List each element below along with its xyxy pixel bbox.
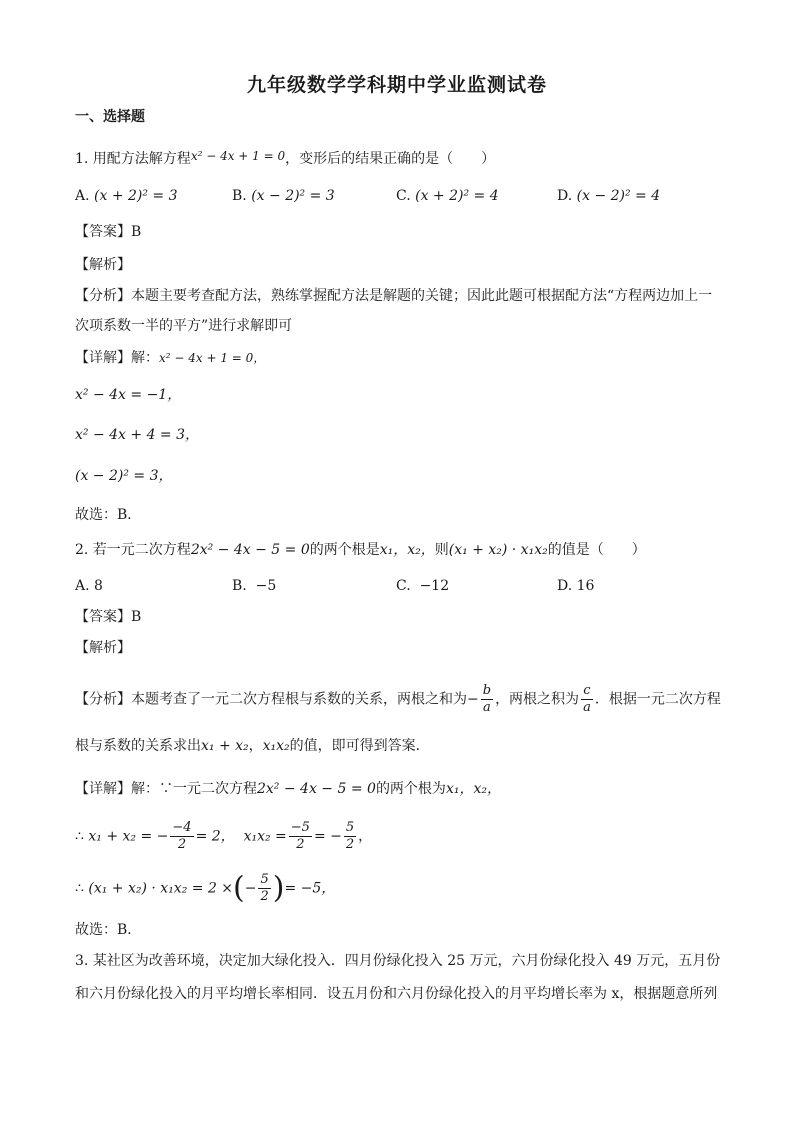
q2-detail-because: ∵一元二次方程	[159, 781, 257, 797]
fraction-denominator: a	[583, 700, 591, 715]
step-math: ，	[358, 828, 373, 845]
q1-option-c	[396, 186, 499, 206]
step-math: = −	[313, 828, 342, 845]
analysis-text: ，	[248, 738, 263, 754]
analysis-text: ，两根之积为	[495, 691, 580, 708]
q2-stem-prefix: 2. 若一元二次方程	[75, 542, 191, 558]
therefore-symbol: ∴	[75, 880, 84, 897]
q1-stem-suffix: ，变形后的结果正确的是（ ）	[285, 151, 496, 167]
analysis-text: 【分析】本题考查了一元二次方程根与系数的关系，两根之和为	[75, 691, 467, 708]
fraction-numerator: c	[581, 683, 593, 700]
analysis-text: ．根据一元二次方程	[594, 691, 721, 708]
fraction-numerator: −5	[290, 820, 310, 835]
q2-choose: 故选：B．	[75, 922, 142, 938]
fraction-5-over-2	[258, 872, 270, 905]
q2-analysis-line1: 【分析】本题考查了一元二次方程根与系数的关系，两根之和为− $\frac{b}{a}$ ，两根之积为 $\frac{c}{a}$ ．根据一元二次方程	[75, 683, 721, 715]
question-3-line1: 3. 某社区为改善环境，决定加大绿化投入．四月份绿化投入 25 万元，六月份绿化投入 49 万元，五月份	[75, 953, 721, 969]
fraction-denominator: 2	[345, 837, 355, 852]
q2-step-1	[75, 820, 372, 853]
q1-detail-equation: x² − 4x + 1 = 0，	[159, 351, 266, 365]
therefore-symbol: ∴	[75, 828, 84, 845]
option-label: D.	[557, 188, 573, 204]
q1-stem-equation: x² − 4x + 1 = 0	[190, 149, 286, 163]
q1-detail-label: 【详解】解：	[75, 350, 159, 366]
step-math: = 2，	[195, 828, 235, 845]
analysis-text: 的值，即可得到答案．	[289, 738, 430, 754]
option-math: (x − 2)² = 4	[576, 188, 661, 204]
right-paren: )	[272, 870, 285, 906]
fraction-denominator: 2	[177, 837, 187, 852]
question-1-stem	[75, 146, 495, 169]
q2-analysis-line2	[75, 736, 430, 756]
fraction-denominator: a	[483, 700, 491, 715]
step-math: (x₁ + x₂) · x₁x₂ = 2 ×	[88, 880, 234, 897]
q1-answer: 【答案】B	[75, 224, 142, 240]
q1-option-a	[75, 186, 178, 206]
analysis-text: 根与系数的关系求出	[75, 738, 201, 754]
q1-stem-prefix: 1. 用配方法解方程	[75, 151, 191, 167]
q1-analysis-line2: 次项系数一半的平方”进行求解即可	[75, 318, 293, 334]
fraction-5-over-2	[344, 820, 356, 853]
q2-step-2: ∴ (x₁ + x₂) · x₁x₂ = 2 ×(− $\frac{5}{2}$ )= −5，	[75, 870, 336, 906]
q1-choose: 故选：B．	[75, 507, 142, 523]
fraction-numerator: 5	[260, 872, 269, 887]
q2-stem-expr: (x₁ + x₂) · x₁x₂	[448, 542, 548, 558]
q2-stem-then: 则	[434, 542, 449, 558]
q2-detail	[75, 779, 501, 799]
fraction-denominator: 2	[260, 889, 269, 904]
option-label: B.	[232, 578, 247, 594]
q2-option-b	[232, 576, 276, 596]
analysis-math: x₁ + x₂	[201, 738, 249, 754]
fraction-numerator: 5	[345, 820, 355, 835]
q2-option-d	[557, 576, 594, 596]
option-math: −12	[419, 578, 450, 594]
fraction-numerator: −4	[172, 820, 192, 835]
left-paren: (	[233, 870, 245, 906]
analysis-math: x₁x₂	[262, 738, 290, 754]
q2-stem-roots: x₁，x₂，	[379, 542, 435, 558]
q2-jiexi: 【解析】	[75, 640, 131, 656]
option-math: −5	[255, 578, 277, 594]
q1-analysis-line1: 【分析】本题主要考查配方法，熟练掌握配方法是解题的关键；因此此题可根据配方法“方程两边加上一	[75, 288, 713, 304]
q2-option-a	[75, 576, 103, 596]
fraction-neg4-over-2	[170, 820, 193, 853]
option-label: C.	[396, 578, 411, 594]
q2-answer: 【答案】B	[75, 609, 142, 625]
option-math: (x + 2)² = 3	[94, 188, 178, 204]
option-math: (x − 2)² = 3	[251, 188, 335, 204]
option-label: B.	[232, 188, 247, 204]
q2-detail-equation: 2x² − 4x − 5 = 0	[257, 781, 376, 797]
fraction-numerator: b	[482, 683, 492, 698]
option-label: A. 8	[75, 578, 103, 594]
q1-option-d	[557, 186, 660, 206]
q1-step-2: x² − 4x + 4 = 3，	[75, 427, 200, 443]
section-heading: 一、选择题	[75, 109, 145, 125]
option-math: (x + 2)² = 4	[415, 188, 499, 204]
q2-stem-suffix: 的值是（ ）	[547, 542, 646, 558]
fraction-b-over-a	[481, 683, 493, 716]
option-label: D. 16	[557, 578, 595, 594]
fraction-neg5-over-2	[289, 820, 312, 853]
q1-option-b	[232, 186, 335, 206]
page-title: 九年级数学学科期中学业监测试卷	[246, 74, 547, 96]
q1-step-1: x² − 4x = −1，	[75, 387, 182, 403]
fraction-denominator: 2	[296, 837, 305, 852]
step-math: x₁ + x₂ = −	[88, 828, 169, 845]
step-math: = −5，	[284, 880, 336, 897]
q2-option-c	[396, 576, 449, 596]
q1-step-3: (x − 2)² = 3，	[75, 468, 173, 484]
option-label: A.	[75, 188, 90, 204]
question-2-stem	[75, 540, 646, 560]
step-math: x₁x₂ =	[243, 828, 287, 845]
q2-detail-mid: 的两个根为	[375, 781, 446, 797]
q2-detail-label: 【详解】解：	[75, 781, 159, 797]
option-label: C.	[396, 188, 411, 204]
q1-jiexi: 【解析】	[75, 257, 131, 273]
q2-stem-mid: 的两个根是	[309, 542, 380, 558]
q2-detail-roots: x₁，x₂，	[445, 781, 501, 797]
q1-detail	[75, 348, 265, 368]
q2-stem-equation: 2x² − 4x − 5 = 0	[190, 542, 310, 558]
fraction-c-over-a	[581, 683, 593, 716]
question-3-line2: 和六月份绿化投入的月平均增长率相同．设五月份和六月份绿化投入的月平均增长率为 x，根据题意所列	[75, 986, 718, 1002]
